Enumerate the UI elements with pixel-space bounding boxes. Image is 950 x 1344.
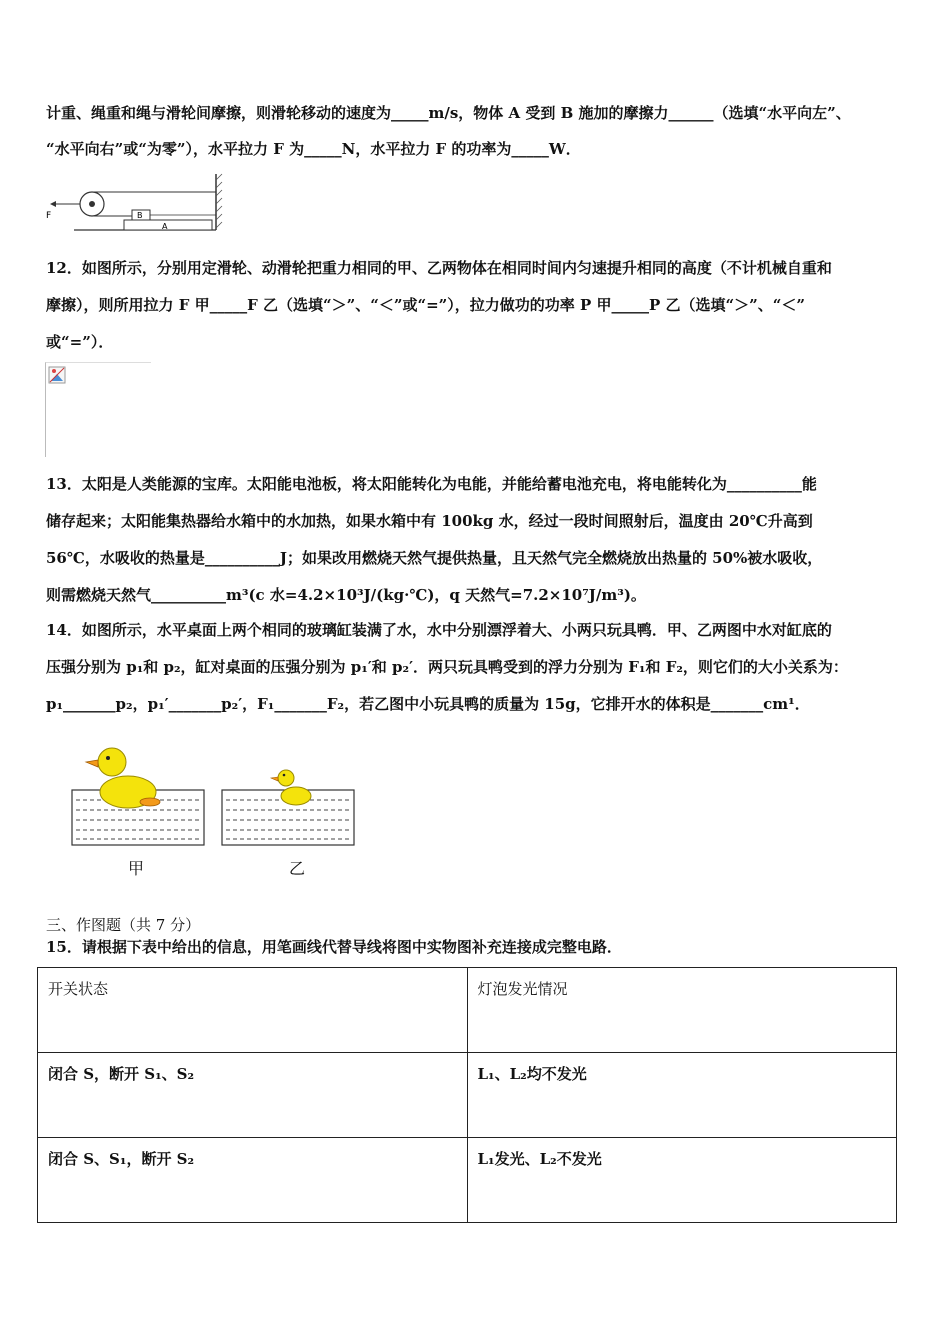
table-row [38,1053,897,1138]
pulley-figure [44,172,224,234]
switch-table [37,967,897,1223]
broken-image-icon [48,366,66,384]
caption-yi: 乙 [289,859,306,878]
section-title: 三、作图题（共 7 分） [46,916,201,934]
label-a: A [162,222,168,231]
q14-line2: 压强分别为 p₁和 p₂，缸对桌面的压强分别为 p₁′和 p₂′．两只玩具鸭受到的浮力分别为 F₁和 F₂，则它们的大小关系为： [46,658,848,676]
q15-text: 15．请根据下表中给出的信息，用笔画线代替导线将图中实物图补充连接成完整电路． [46,938,622,956]
arrow-head [50,201,56,207]
q12-line2: 摩擦），则所用拉力 F 甲_____F 乙（选填“＞”、“＜”或“=”），拉力做功的功率 P 甲_____P 乙（选填“＞”、“＜” [46,296,806,314]
q12-line1: 12．如图所示，分别用定滑轮、动滑轮把重力相同的甲、乙两物体在相同时间内匀速提升相同的高度（不计机械自重和 [46,259,832,277]
duck-tanks-figure [68,740,368,850]
q13-line3: 56℃，水吸收的热量是__________J；如果改用燃烧天然气提供热量，且天然气完全燃烧放出热量的 50%被水吸收， [46,549,823,567]
q11-line1: 计重、绳重和绳与滑轮间摩擦，则滑轮移动的速度为_____m/s，物体 A 受到 B 施加的摩擦力______（选填“水平向左”、 [46,104,851,122]
broken-image-placeholder [45,362,151,457]
table-cell: L₁发光、L₂不发光 [467,1138,897,1223]
table-header-cell: 灯泡发光情况 [467,968,897,1053]
table-cell: 闭合 S，断开 S₁、S₂ [38,1053,468,1138]
label-b: B [137,211,143,220]
table-cell: 闭合 S、S₁，断开 S₂ [38,1138,468,1223]
table-header-row [38,968,897,1053]
block-a [124,220,212,230]
q11-line2: “水平向右”或“为零”），水平拉力 F 为_____N，水平拉力 F 的功率为_____W． [46,140,581,158]
pulley-axle [89,201,95,207]
table-header-cell: 开关状态 [38,968,468,1053]
q13-line2: 储存起来；太阳能集热器给水箱中的水加热，如果水箱中有 100kg 水，经过一段时间照射后，温度由 20℃升高到 [46,512,813,530]
table-cell: L₁、L₂均不发光 [467,1053,897,1138]
wall-hatch [216,174,222,228]
q12-line3: 或“=”）． [46,333,114,351]
q13-line4: 则需燃烧天然气__________m³(c 水=4.2×10³J/(kg·℃)，q 天然气=7.2×10⁷J/m³)。 [46,586,646,604]
table-row [38,1138,897,1223]
caption-jia: 甲 [128,859,145,878]
q14-line3: p₁_______p₂，p₁′_______p₂′，F₁_______F₂，若乙图中小玩具鸭的质量为 15g，它排开水的体积是_______cm¹． [46,695,810,713]
q14-line1: 14．如图所示，水平桌面上两个相同的玻璃缸装满了水，水中分别漂浮着大、小两只玩具鸭．甲、乙两图中水对缸底的 [46,621,832,639]
label-f: F [46,211,52,221]
q13-line1: 13．太阳是人类能源的宝库。太阳能电池板，将太阳能转化为电能，并能给蓄电池充电，将电能转化为__________能 [46,475,817,493]
